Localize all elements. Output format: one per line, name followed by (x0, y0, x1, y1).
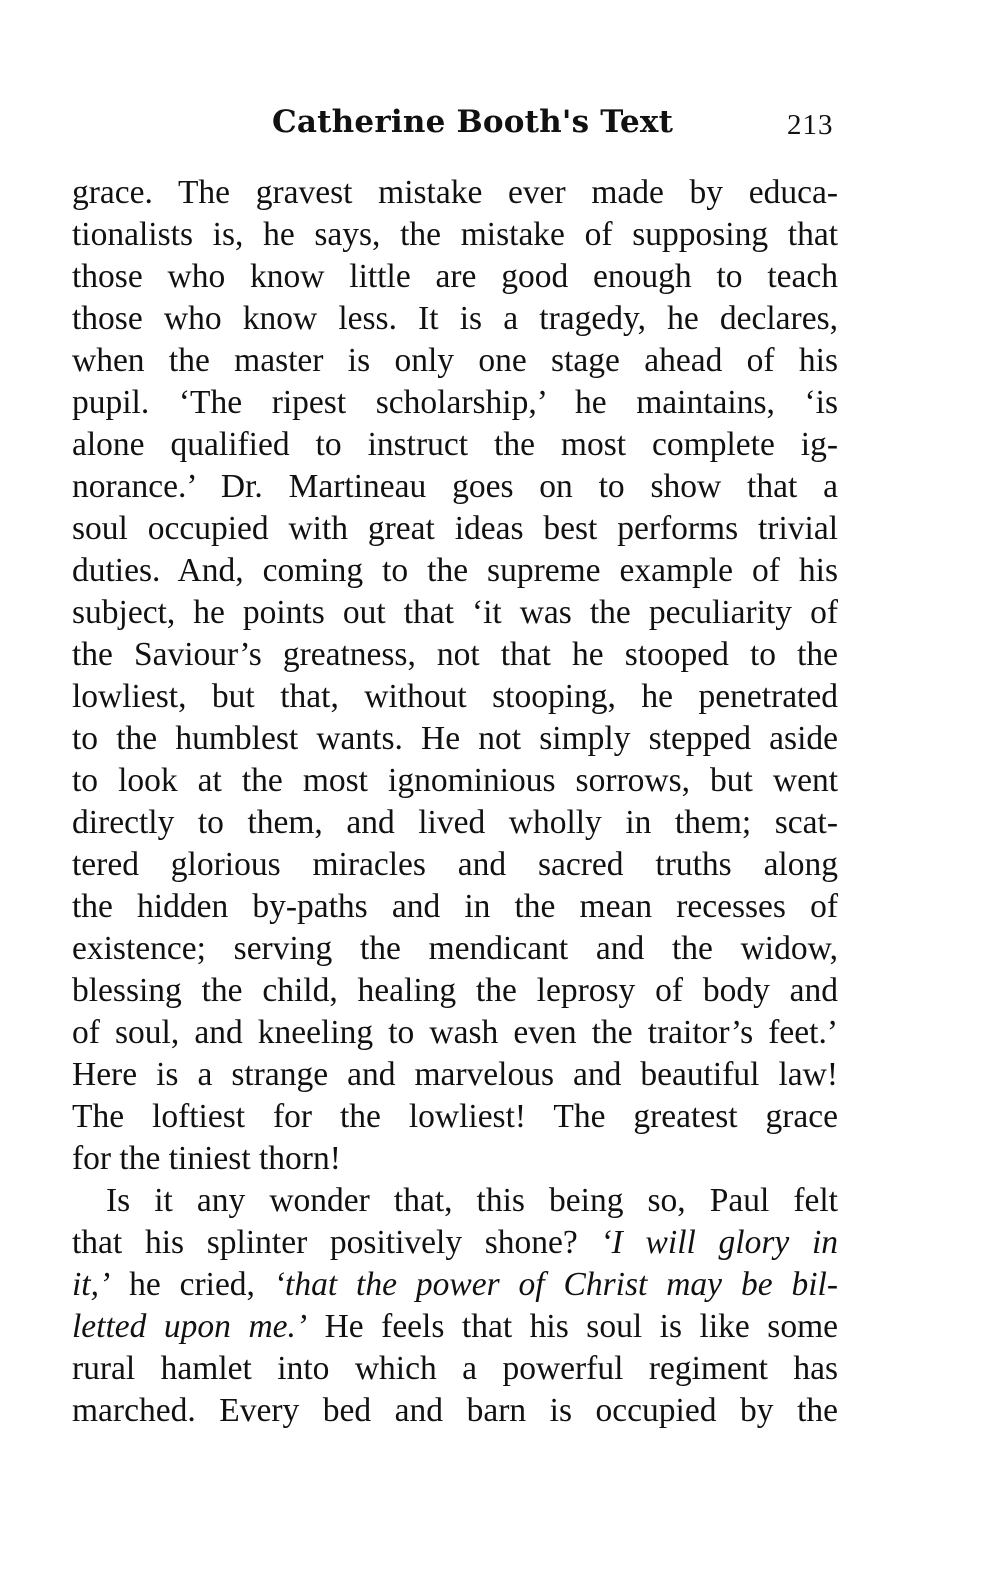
text-line: existence; serving the mendicant and the widow, (72, 930, 838, 967)
text-segment: He feels that his soul is like some (324, 1308, 838, 1345)
text-segment: that his splinter positively shone? (72, 1224, 578, 1261)
text-line: of soul, and kneeling to wash even the traitor’s feet.’ (72, 1014, 838, 1051)
running-head (0, 104, 1000, 148)
italic-segment: letted upon me.’ (72, 1308, 308, 1345)
text-line: those who know little are good enough to teach (72, 258, 838, 295)
text-line: directly to them, and lived wholly in them; scat- (72, 804, 838, 841)
italic-segment: ‘that the power of Christ may be bil- (273, 1266, 838, 1303)
text-line: grace. The gravest mistake ever made by educa- (72, 174, 838, 211)
text-line: tered glorious miracles and sacred truths along (72, 846, 838, 883)
text-line: rural hamlet into which a powerful regiment has (72, 1350, 838, 1387)
text-line: subject, he points out that ‘it was the peculiarity of (72, 594, 838, 631)
text-line: duties. And, coming to the supreme example of his (72, 552, 838, 589)
page-number: 213 (787, 109, 834, 141)
italic-segment: ‘I will glory in (600, 1224, 839, 1261)
text-line: the Saviour’s greatness, not that he stooped to the (72, 636, 838, 673)
text-line: those who know less. It is a tragedy, he declares, (72, 300, 838, 337)
text-line (72, 1222, 838, 1264)
text-line: norance.’ Dr. Martineau goes on to show that a (72, 468, 838, 505)
text-line: to the humblest wants. He not simply stepped aside (72, 720, 838, 757)
text-line: marched. Every bed and barn is occupied by the (72, 1392, 838, 1429)
italic-segment: it,’ (72, 1266, 111, 1303)
text-line: tionalists is, he says, the mistake of supposing that (72, 216, 838, 253)
text-line (72, 1306, 838, 1348)
running-title: Catherine Booth's Text (272, 104, 674, 140)
text-line: blessing the child, healing the leprosy of body and (72, 972, 838, 1009)
text-line: the hidden by-paths and in the mean recesses of (72, 888, 838, 925)
text-line: soul occupied with great ideas best performs trivial (72, 510, 838, 547)
text-line: Is it any wonder that, this being so, Paul felt (106, 1182, 838, 1219)
text-line: for the tiniest thorn! (72, 1140, 341, 1177)
text-line: lowliest, but that, without stooping, he penetrated (72, 678, 838, 715)
text-line: The loftiest for the lowliest! The greatest grace (72, 1098, 838, 1135)
text-line: to look at the most ignominious sorrows, but went (72, 762, 838, 799)
text-line (72, 1264, 838, 1306)
text-line: when the master is only one stage ahead of his (72, 342, 838, 379)
text-line: alone qualified to instruct the most complete ig- (72, 426, 838, 463)
text-line: pupil. ‘The ripest scholarship,’ he maintains, ‘is (72, 384, 838, 421)
text-segment: he cried, (129, 1266, 255, 1303)
text-line: Here is a strange and marvelous and beautiful law! (72, 1056, 838, 1093)
